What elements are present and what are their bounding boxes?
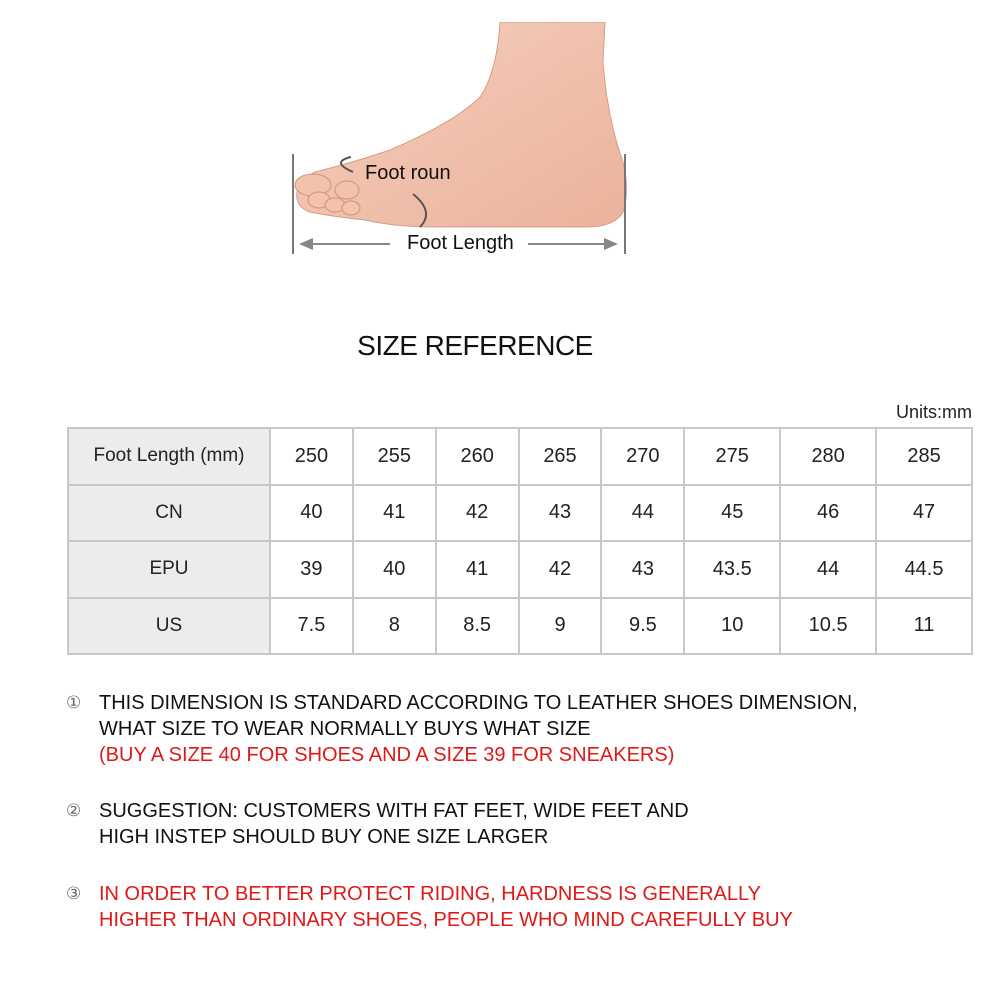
row-header-cell: Foot Length (mm): [68, 428, 270, 485]
table-cell: 43: [519, 485, 602, 542]
table-cell: 280: [780, 428, 876, 485]
table-cell: 10: [684, 598, 780, 655]
circled-number-2: ②: [66, 801, 82, 820]
table-cell: 9.5: [601, 598, 684, 655]
table-cell: 44: [601, 485, 684, 542]
note-line: WHAT SIZE TO WEAR NORMALLY BUYS WHAT SIZE: [99, 718, 591, 740]
table-cell: 42: [519, 541, 602, 598]
note-hardness-warning: [66, 881, 793, 933]
note-suggestion: [66, 798, 689, 850]
table-cell: 41: [436, 541, 519, 598]
note-line: HIGHER THAN ORDINARY SHOES, PEOPLE WHO MIND CAREFULLY BUY: [99, 909, 793, 931]
table-cell: 250: [270, 428, 353, 485]
table-cell: 265: [519, 428, 602, 485]
table-cell: 270: [601, 428, 684, 485]
foot-diagram: [285, 22, 635, 262]
table-cell: 7.5: [270, 598, 353, 655]
table-cell: 8: [353, 598, 436, 655]
note-line: SUGGESTION: CUSTOMERS WITH FAT FEET, WIDE FEET AND: [99, 800, 689, 822]
table-cell: 43: [601, 541, 684, 598]
circled-number-3: ③: [66, 884, 82, 903]
table-cell: 43.5: [684, 541, 780, 598]
table-cell: 45: [684, 485, 780, 542]
foot-round-label: Foot roun: [365, 162, 451, 184]
row-header-cell: CN: [68, 485, 270, 542]
table-row: [68, 598, 972, 655]
table-cell: 46: [780, 485, 876, 542]
foot-illustration: [285, 22, 635, 262]
table-row: [68, 485, 972, 542]
table-cell: 40: [353, 541, 436, 598]
table-cell: 9: [519, 598, 602, 655]
table-cell: 285: [876, 428, 972, 485]
note-line: THIS DIMENSION IS STANDARD ACCORDING TO LEATHER SHOES DIMENSION,: [99, 692, 858, 714]
row-header-cell: EPU: [68, 541, 270, 598]
page-title: SIZE REFERENCE: [357, 330, 593, 361]
table-cell: 42: [436, 485, 519, 542]
size-reference-table: [67, 427, 973, 655]
table-cell: 39: [270, 541, 353, 598]
units-label: Units:mm: [896, 402, 972, 422]
table-row: [68, 428, 972, 485]
table-cell: 255: [353, 428, 436, 485]
table-cell: 260: [436, 428, 519, 485]
note-standard-dimension: [66, 690, 858, 768]
row-header-cell: US: [68, 598, 270, 655]
table-cell: 47: [876, 485, 972, 542]
table-row: [68, 541, 972, 598]
table-cell: 44.5: [876, 541, 972, 598]
table-cell: 44: [780, 541, 876, 598]
note-line: (BUY A SIZE 40 FOR SHOES AND A SIZE 39 FOR SNEAKERS): [99, 744, 675, 766]
table-cell: 275: [684, 428, 780, 485]
table-cell: 10.5: [780, 598, 876, 655]
table-cell: 40: [270, 485, 353, 542]
circled-number-1: ①: [66, 693, 82, 712]
foot-length-label: Foot Length: [401, 232, 520, 255]
note-line: HIGH INSTEP SHOULD BUY ONE SIZE LARGER: [99, 826, 549, 848]
table-cell: 8.5: [436, 598, 519, 655]
note-line: IN ORDER TO BETTER PROTECT RIDING, HARDNESS IS GENERALLY: [99, 883, 761, 905]
table-cell: 11: [876, 598, 972, 655]
table-cell: 41: [353, 485, 436, 542]
